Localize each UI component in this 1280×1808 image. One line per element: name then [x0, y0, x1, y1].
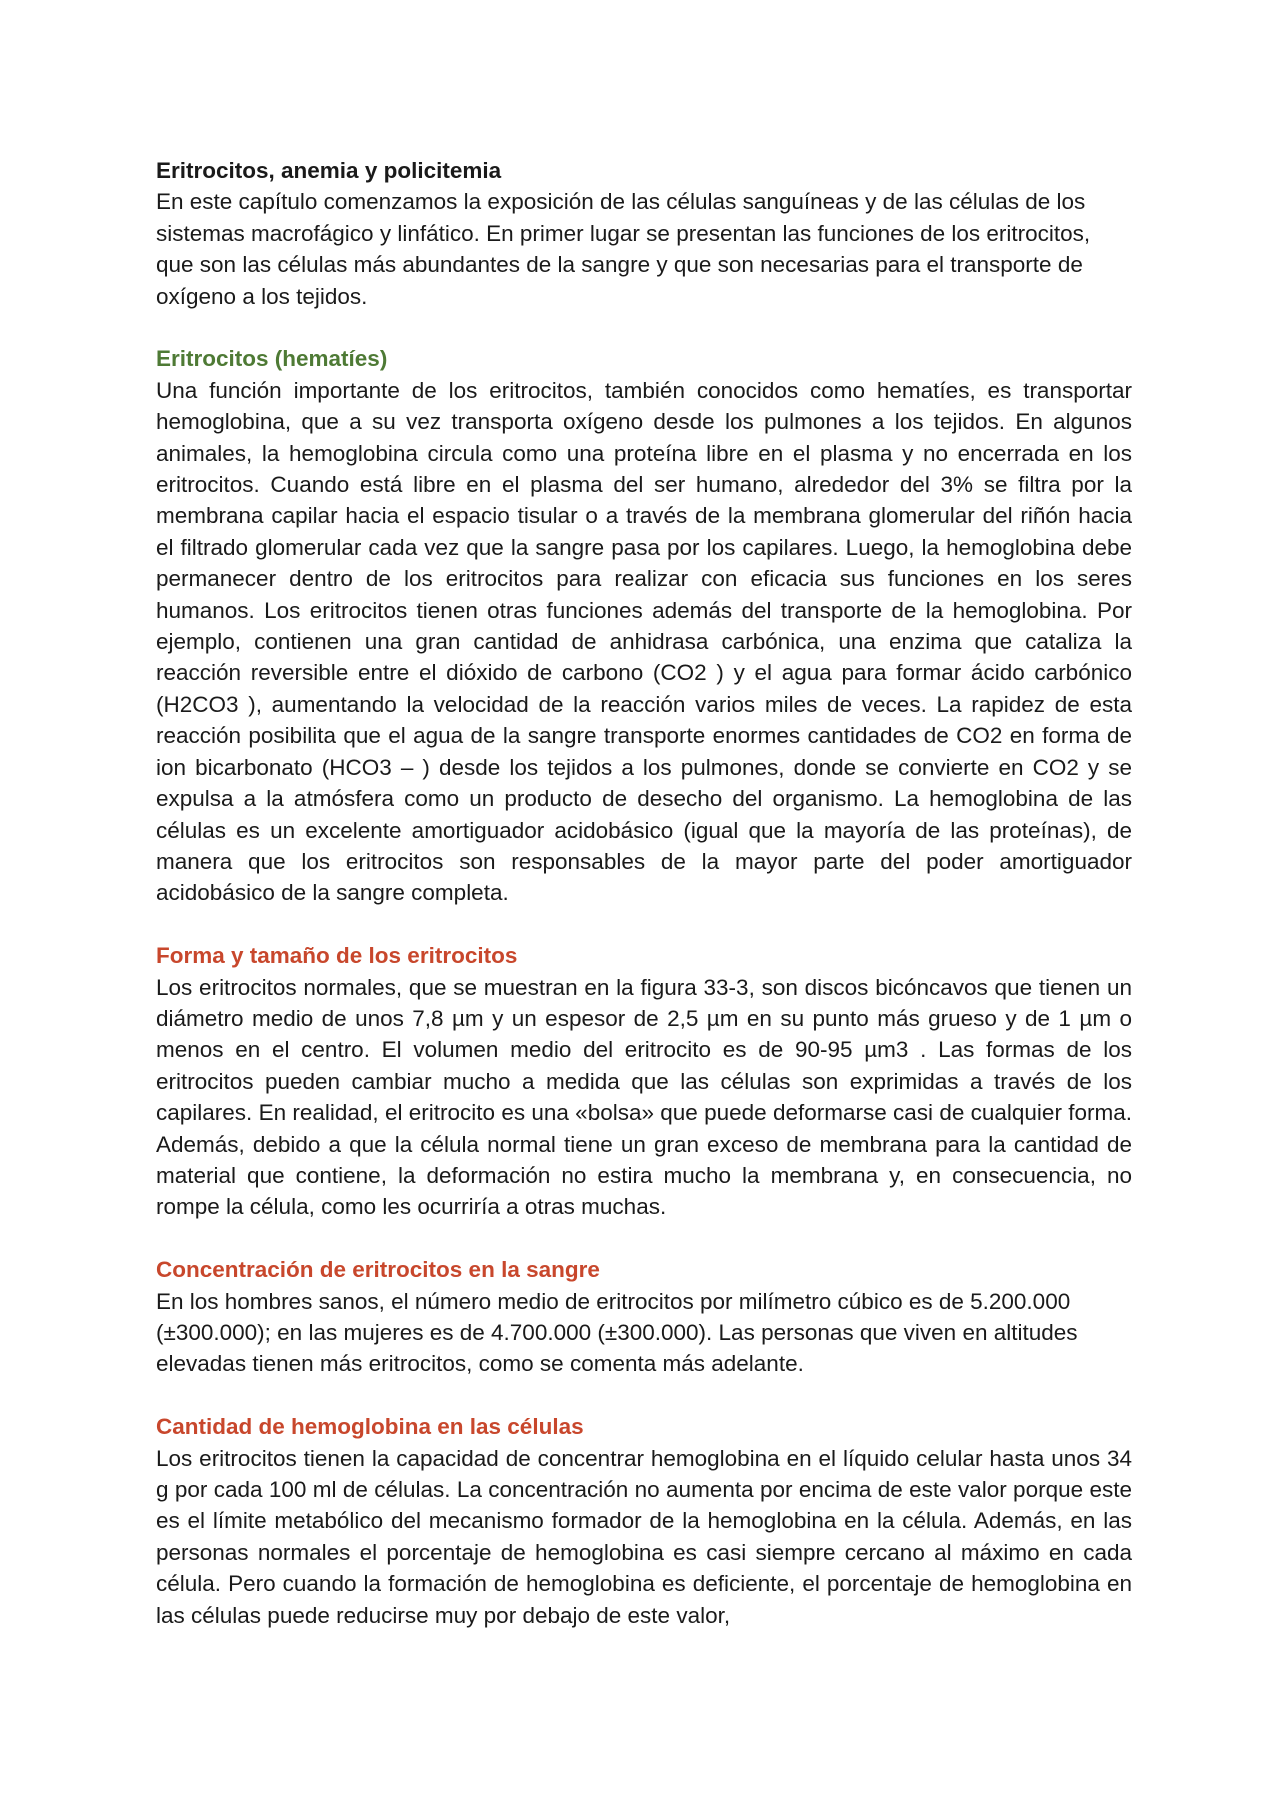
- section-heading: Forma y tamaño de los eritrocitos: [156, 943, 518, 969]
- section-forma-tamano: [156, 940, 1132, 1223]
- section-paragraph: En este capítulo comenzamos la exposición de las células sanguíneas y de las células de los sistemas macrofágico y linfático. En primer lugar se presentan las funciones de los eritrocitos, que son las células más abundantes de la sangre y que son necesarias para el transporte de oxígeno a los tejidos.: [156, 189, 1091, 309]
- section-hemoglobina: [156, 1411, 1132, 1631]
- section-paragraph: Los eritrocitos normales, que se muestran en la figura 33-3, son discos bicóncavos que tienen un diámetro medio de unos 7,8 µm y un espesor de 2,5 µm en su punto más grueso y de 1 µm o menos en el centro. El volumen medio del eritrocito es de 90-95 µm3 . Las formas de los eritrocitos pueden cambiar mucho a medida que las células son exprimidas a través de los capilares. En realidad, el eritrocito es una «bolsa» que puede deformarse casi de cualquier forma. Además, debido a que la célula normal tiene un gran exceso de membrana para la cantidad de material que contiene, la deformación no estira mucho la membrana y, en consecuencia, no rompe la célula, como les ocurriría a otras muchas.: [156, 974, 1132, 1220]
- section-heading: Eritrocitos, anemia y policitemia: [156, 158, 502, 183]
- section-heading: Concentración de eritrocitos en la sangre: [156, 1257, 600, 1283]
- section-concentracion: [156, 1254, 1132, 1380]
- section-eritrocitos: [156, 343, 1132, 908]
- document-page: [156, 155, 1132, 1662]
- section-intro: [156, 155, 1132, 312]
- section-heading: Eritrocitos (hematíes): [156, 346, 388, 372]
- section-paragraph: Una función importante de los eritrocitos, también conocidos como hematíes, es transportar hemoglobina, que a su vez transporta oxígeno desde los pulmones a los tejidos. En algunos animales, la hemoglobina circula como una proteína libre en el plasma y no encerrada en los eritrocitos. Cuando está libre en el plasma del ser humano, alrededor del 3% se filtra por la membrana capilar hacia el espacio tisular o a través de la membrana glomerular del riñón hacia el filtrado glomerular cada vez que la sangre pasa por los capilares. Luego, la hemoglobina debe permanecer dentro de los eritrocitos para realizar con eficacia sus funciones en los seres humanos. Los eritrocitos tienen otras funciones además del transporte de la hemoglobina. Por ejemplo, contienen una gran cantidad de anhidrasa carbónica, una enzima que cataliza la reacción reversible entre el dióxido de carbono (CO2 ) y el agua para formar ácido carbónico (H2CO3 ), aumentando la velocidad de la reacción varios miles de veces. La rapidez de esta reacción posibilita que el agua de la sangre transporte enormes cantidades de CO2 en forma de ion bicarbonato (HCO3 – ) desde los tejidos a los pulmones, donde se convierte en CO2 y se expulsa a la atmósfera como un producto de desecho del organismo. La hemoglobina de las células es un excelente amortiguador acidobásico (igual que la mayoría de las proteínas), de manera que los eritrocitos son responsables de la mayor parte del poder amortiguador acidobásico de la sangre completa.: [156, 377, 1132, 906]
- section-paragraph: En los hombres sanos, el número medio de eritrocitos por milímetro cúbico es de 5.200.000 (±300.000); en las mujeres es de 4.700.000 (±300.000). Las personas que viven en altitudes elevadas tienen más eritrocitos, como se comenta más adelante.: [156, 1288, 1078, 1377]
- section-heading: Cantidad de hemoglobina en las células: [156, 1414, 584, 1440]
- section-paragraph: Los eritrocitos tienen la capacidad de concentrar hemoglobina en el líquido celular hasta unos 34 g por cada 100 ml de células. La concentración no aumenta por encima de este valor porque este es el límite metabólico del mecanismo formador de la hemoglobina en la célula. Además, en las personas normales el porcentaje de hemoglobina es casi siempre cercano al máximo en cada célula. Pero cuando la formación de hemoglobina es deficiente, el porcentaje de hemoglobina en las células puede reducirse muy por debajo de este valor,: [156, 1445, 1132, 1628]
